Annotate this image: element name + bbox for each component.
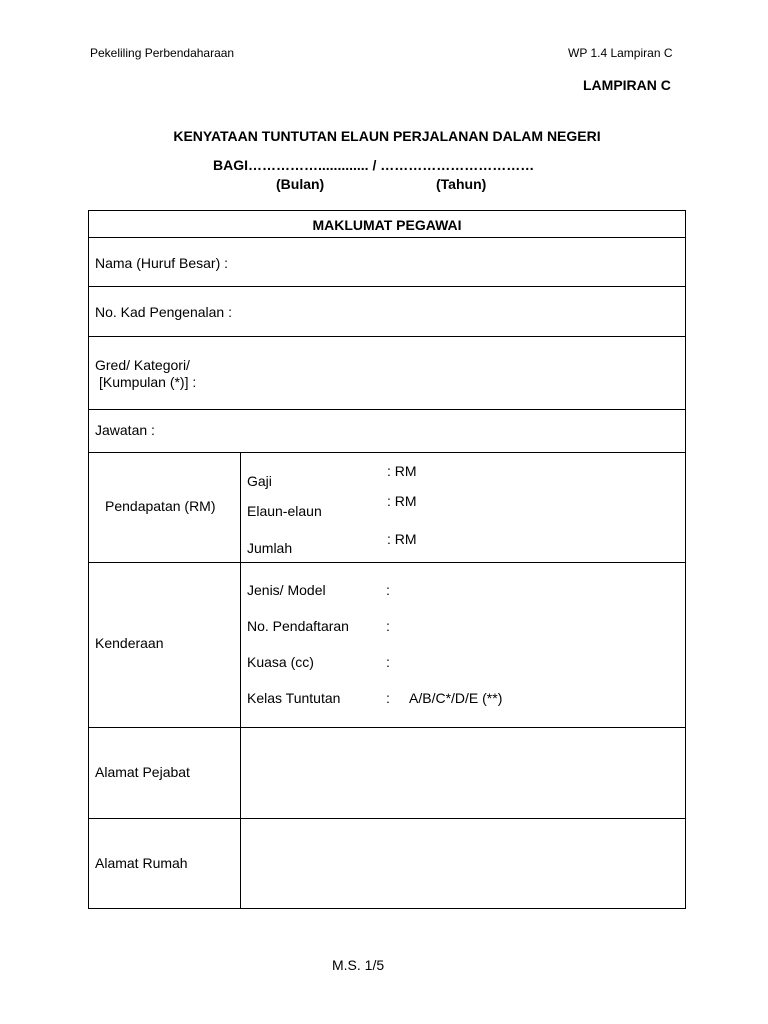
alamat-pejabat-label: Alamat Pejabat — [95, 764, 190, 780]
kelas-colon: : — [386, 690, 390, 706]
row-divider — [89, 452, 685, 453]
header-circular-title: Pekeliling Perbendaharaan — [90, 46, 235, 60]
section-title: MAKLUMAT PEGAWAI — [312, 217, 462, 233]
row-divider — [89, 409, 685, 410]
elaun-label: Elaun-elaun — [247, 503, 322, 519]
alamat-rumah-label: Alamat Rumah — [95, 855, 188, 871]
form-title: KENYATAAN TUNTUTAN ELAUN PERJALANAN DALAM NEGERI — [173, 128, 601, 144]
kuasa-label: Kuasa (cc) — [247, 654, 314, 670]
kelas-value: A/B/C*/D/E (**) — [409, 690, 503, 706]
gaji-rm: : RM — [387, 463, 417, 479]
jenis-model-label: Jenis/ Model — [247, 582, 326, 598]
kenderaan-label: Kenderaan — [95, 635, 164, 651]
jenis-model-colon: : — [386, 582, 390, 598]
header-reference: WP 1.4 Lampiran C — [568, 46, 673, 60]
kelas-label: Kelas Tuntutan — [247, 690, 341, 706]
period-line: BAGI……………............. / …………………………… — [213, 157, 535, 173]
month-caption: (Bulan) — [276, 176, 325, 192]
row-divider — [89, 727, 685, 728]
pendaftaran-colon: : — [386, 618, 390, 634]
elaun-rm: : RM — [387, 493, 417, 509]
jawatan-label: Jawatan : — [95, 422, 155, 438]
grade-label-line2: [Kumpulan (*)] : — [99, 374, 197, 390]
row-divider — [89, 818, 685, 819]
row-divider — [89, 237, 685, 238]
year-caption: (Tahun) — [436, 176, 487, 192]
grade-label-line1: Gred/ Kategori/ — [95, 357, 190, 373]
jumlah-rm: : RM — [387, 531, 417, 547]
column-divider — [240, 452, 241, 909]
gaji-label: Gaji — [247, 473, 272, 489]
jumlah-label: Jumlah — [247, 540, 293, 556]
row-divider — [89, 562, 685, 563]
ic-number-label: No. Kad Pengenalan : — [95, 304, 232, 320]
pendaftaran-label: No. Pendaftaran — [247, 618, 349, 634]
page-number: M.S. 1/5 — [332, 957, 385, 973]
row-divider — [89, 286, 685, 287]
pendapatan-label: Pendapatan (RM) — [105, 498, 216, 514]
kuasa-colon: : — [386, 654, 390, 670]
appendix-label: LAMPIRAN C — [583, 77, 671, 93]
row-divider — [89, 336, 685, 337]
officer-info-form — [88, 210, 686, 909]
nama-label: Nama (Huruf Besar) : — [95, 255, 229, 271]
